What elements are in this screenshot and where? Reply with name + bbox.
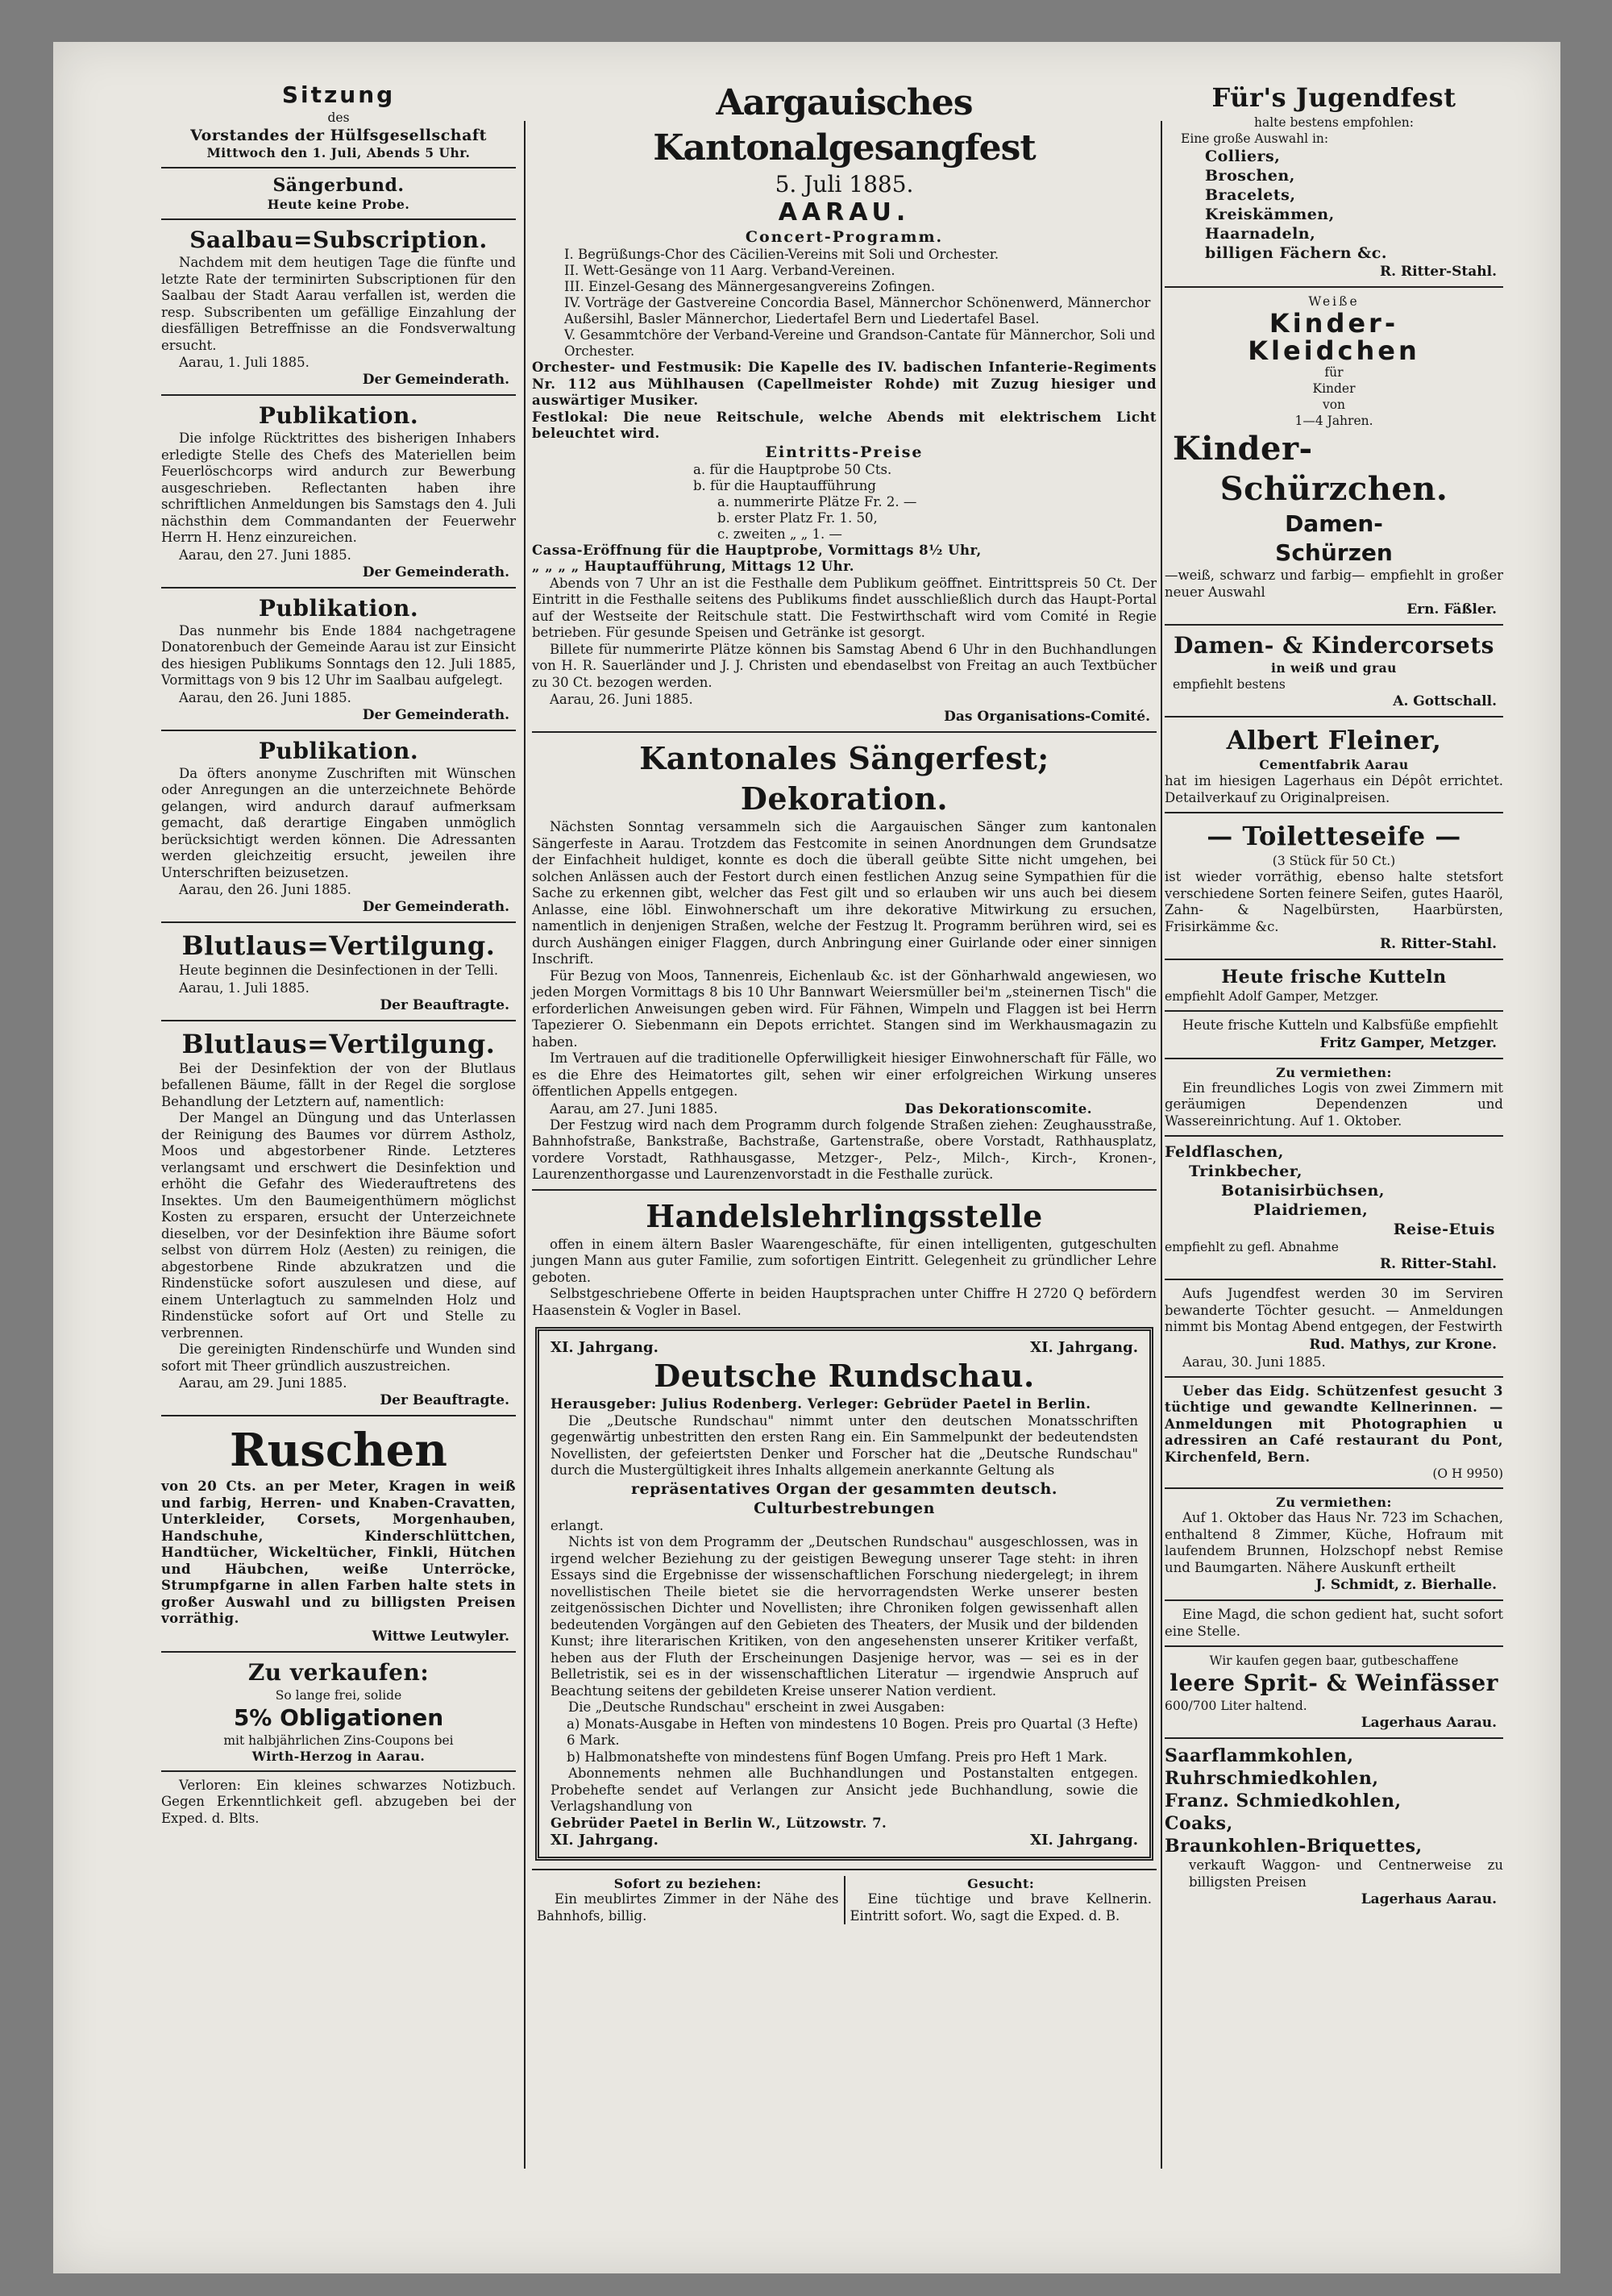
jugend-item: Bracelets,: [1205, 186, 1296, 204]
verkaufen-obligationen: 5% Obligationen: [233, 1703, 444, 1731]
right-column: [1165, 81, 1503, 1913]
deko-date: Aarau, am 27. Juni 1885.: [550, 1100, 718, 1117]
jugend-line: halte bestens empfohlen:: [1253, 115, 1414, 130]
verkaufen-line2: mit halbjährlichen Zins-Coupons bei: [223, 1732, 454, 1748]
fest-lokal: Festlokal: Die neue Reitschule, welche Abends mit elektrischem Licht beleuchtet wird.: [532, 409, 1157, 441]
schuetzen-code: (O H 9950): [1432, 1466, 1503, 1481]
ad-publikation-1: [161, 401, 516, 581]
pub1-date: Aarau, den 27. Juni 1885.: [179, 547, 351, 563]
rundschau-jahrgang-top: [550, 1339, 1138, 1356]
ad-jugendfest: [1165, 81, 1503, 281]
feld-item: Trinkbecher,: [1189, 1163, 1303, 1180]
ad-bottom-pair: [532, 1876, 1157, 1924]
fleiner-body: hat im hiesigen Lagerhaus ein Dépôt errichtet. Detailverkauf zu Originalpreisen.: [1165, 773, 1503, 805]
sitzung-line1: des: [327, 110, 350, 125]
ad-jugendfest-toechter: [1165, 1286, 1503, 1371]
jugend-item: Haarnadeln,: [1205, 225, 1316, 243]
divider: [1165, 286, 1503, 288]
blut1-title: Blutlaus=Vertilgung.: [181, 930, 496, 961]
fest-kassa2: „ „ „ „ Hauptaufführung, Mittags 12 Uhr.: [532, 559, 855, 574]
ad-blutlaus-1: [161, 929, 516, 1014]
divider: [532, 1869, 1157, 1870]
program-item: IV. Vorträge der Gastvereine Concordia Basel, Männerchor Schönenwerd, Männerchor Außersihl, Basler Männerchor, Liedertafel Bern und Liedertafel Basel.: [564, 295, 1151, 327]
kinder-small: Weiße: [1308, 294, 1360, 309]
fest-preise-title: Eintritts-Preise: [765, 443, 924, 461]
rundschau-b: b) Halbmonatshefte von mindestens fünf Bogen Umfang. Preis pro Heft 1 Mark.: [567, 1749, 1108, 1765]
divider: [161, 1770, 516, 1772]
fest-preise-list: [532, 462, 1157, 543]
jugend-item: Colliers,: [1205, 148, 1281, 165]
divider: [161, 921, 516, 923]
column-rule-left: [524, 121, 526, 2169]
saalbau-title: Saalbau=Subscription.: [189, 227, 488, 253]
sitzung-title: Sitzung: [281, 81, 396, 108]
divider: [161, 730, 516, 731]
blut2-p1: Bei der Desinfektion der von der Blutlaus befallenen Bäume, fällt in der Regel die sorglose Behandlung der Letztern auf, namentlich:: [161, 1060, 516, 1109]
fest-date2: Aarau, 26. Juni 1885.: [550, 692, 693, 707]
divider: [161, 1415, 516, 1416]
vermieten2-title: Zu vermiethen:: [1276, 1495, 1392, 1510]
jugend-item: Broschen,: [1205, 167, 1295, 185]
deko-p1: Nächsten Sonntag versammeln sich die Aargauischen Sänger zum kantonalen Sängerfeste in Aarau. Trotzdem das Festcomite in seinen Anordnungen dem Grundsatze der Einfachheit huldiget, konnte es doch die überall geübte Sitte nicht umgehen, bei solchen Anlässen auch der Festort durch einen festlichen Anzug seine Sympathien für die Sache zu erkennen gibt, welcher das Fest gilt und so erlauben wir uns auch bei diesem Anlasse, eine löbl. Einwohnerschaft um ihre dekorative Mitwirkung zu ersuchen, namentlich in denjenigen Straßen, welche der Festzug lt. Programm berühren wird, sei es durch Aushängen einiger Flaggen, durch Anbringung einer Guirlande oder einer sinnigen Inschrift.: [532, 819, 1157, 967]
jahrgang-label: XI. Jahrgang.: [550, 1339, 659, 1356]
jugendfest2-body: Aufs Jugendfest werden 30 im Serviren bewanderte Töchter gesucht. — Anmeldungen nimmt bis Montag Abend entgegen, der Festwirth: [1165, 1286, 1503, 1334]
fest-place: AARAU.: [778, 198, 911, 227]
corsets-title: Damen- & Kindercorsets: [1174, 632, 1494, 659]
kohlen-item: Franz. Schmiedkohlen,: [1165, 1791, 1402, 1811]
saalbau-signature: Der Gemeinderath.: [362, 372, 509, 388]
program-item: II. Wett-Gesänge von 11 Aarg. Verband-Vereinen.: [564, 263, 895, 278]
ad-toiletteseife: [1165, 819, 1503, 953]
kutteln-signature: Fritz Gamper, Metzger.: [1319, 1034, 1497, 1051]
vermieten1-title: Zu vermiethen:: [1276, 1064, 1392, 1080]
rundschau-p1: Die „Deutsche Rundschau" nimmt unter den deutschen Monatsschriften gegenwärtig unbestritten den ersten Rang ein. Ein Sammelpunkt der bedeutendsten Novellisten, der gefeiertsten Denker und Forscher hat die „Deutsche Rundschau" durch die Mustergültigkeit ihres Inhalts allgemein anerkannte Geltung als: [550, 1412, 1138, 1478]
divider: [1165, 1010, 1503, 1012]
pub3-signature: Der Gemeinderath.: [362, 899, 509, 915]
ad-blutlaus-2: [161, 1027, 516, 1410]
divider: [161, 394, 516, 396]
handel-title: Handelslehrlingsstelle: [646, 1197, 1043, 1234]
fest-title: Aargauisches Kantonalgesangfest: [653, 82, 1036, 168]
rundschau-p4: Abonnements nehmen alle Buchhandlungen und Postanstalten entgegen. Probehefte sendet auf Verlangen zur Ansicht jede Buchhandlung, sowie die Verlagshandlung von: [550, 1766, 1138, 1814]
program-item: V. Gesammtchöre der Verband-Vereine und Grandson-Cantate für Männerchor, Soli und Orchester.: [564, 327, 1156, 359]
fest-program-title: Concert-Programm.: [745, 228, 944, 246]
faesser-line2: 600/700 Liter haltend.: [1165, 1699, 1307, 1713]
fest-body: Abends von 7 Uhr an ist die Festhalle dem Publikum geöffnet. Eintrittspreis 50 Ct. Der Eintritt in die Festhalle seitens des Publikums findet ausschließlich durch das Haupt-Portal auf der Westseite der Reitschule statt. Die Festwirthschaft wird vom Comité in Regie betrieben. Für gesunde Speisen und Getränke ist gesorgt.: [532, 575, 1157, 640]
pub3-body: Da öfters anonyme Zuschriften mit Wünschen oder Anregungen an die unterzeichnete Behörde gelangen, wird andurch darauf aufmerksam gemacht, daß derartige Eingaben unmöglich berücksichtigt werden können. Die Adressanten werden gleichzeitig ersucht, jeweilen ihre Unterschriften beizusetzen.: [161, 765, 516, 880]
jugend-item: Kreiskämmen,: [1205, 206, 1335, 223]
divider: [161, 218, 516, 220]
ruschen-body: von 20 Cts. an per Meter, Kragen in weiß und farbig, Herren- und Knaben-Cravatten, Unterkleider, Corsets, Morgenhauben, Handschuhe, Kinderschlüttchen, Handtücher, Wickeltücher, Finkli, Hütchen und Häubchen, weiße Unterröcke, Strumpfgarne in allen Farben halte stets in großer Auswahl und zu billigsten Preisen vorräthig.: [161, 1479, 516, 1626]
jahrgang-label: XI. Jahrgang.: [550, 1832, 659, 1849]
corsets-line2: empfiehlt bestens: [1173, 677, 1286, 692]
fleiner-title: Albert Fleiner,: [1226, 725, 1442, 755]
jugend-signature: R. Ritter-Stahl.: [1380, 264, 1497, 280]
jugend-line2: Eine große Auswahl in:: [1181, 131, 1329, 146]
kinder-l4: 1—4 Jahren.: [1294, 414, 1373, 428]
rundschau-jahrgang-bottom: [550, 1832, 1138, 1849]
ruschen-title: Ruschen: [230, 1424, 447, 1477]
fleiner-sub: Cementfabrik Aarau: [1259, 757, 1409, 772]
middle-column: [532, 81, 1157, 1924]
ad-faesser: [1165, 1653, 1503, 1732]
ad-kinderkleidchen: [1165, 293, 1503, 618]
jugend-item: billigen Fächern &c.: [1205, 244, 1387, 262]
preis-item: b. erster Platz Fr. 1. 50,: [717, 510, 878, 526]
vermieten1-body: Ein freundliches Logis von zwei Zimmern mit geräumigen Dependenzen und Wassereinrichtung. Auf 1. Oktober.: [1165, 1079, 1503, 1129]
preis-item: a. nummerirte Plätze Fr. 2. —: [717, 493, 917, 510]
ad-publikation-3: [161, 737, 516, 917]
deko-p3: Im Vertrauen auf die traditionelle Opferwilligkeit hiesiger Einwohnerschaft für Fälle, wo es die Ehre des Heimatortes gilt, sehen wir einer erfolgreichen Wirkung unseres öffentlichen Appells entgegen.: [532, 1050, 1157, 1099]
saalbau-date: Aarau, 1. Juli 1885.: [179, 355, 310, 370]
verkaufen-line3: Wirth-Herzog in Aarau.: [251, 1748, 426, 1764]
divider: [1165, 959, 1503, 960]
divider: [1165, 1058, 1503, 1059]
vermieten2-signature: J. Schmidt, z. Bierhalle.: [1315, 1577, 1497, 1593]
feld-item: Reise-Etuis: [1393, 1221, 1495, 1238]
deko-p2: Für Bezug von Moos, Tannenreis, Eichenlaub &c. ist der Gönharhwald angewiesen, wo jeden Morgen Vormittags 8 bis 10 Uhr Bannwart Weiersmüller bei'm „steinernen Tisch" die erforderlichen Anweisungen geben wird. Für Fähnen, Wimpeln und Flaggen ist bei Herrn Tapezierer O. Siebenmann ein Depots errichtet. Stangen sind im Werkhausmagazin zu haben.: [532, 967, 1157, 1050]
rundschau-a: a) Monats-Ausgabe in Heften von mindestens 10 Bogen. Preis pro Quartal (3 Hefte) 6 Mark.: [567, 1716, 1138, 1748]
rundschau-p3: Die „Deutsche Rundschau" erscheint in zwei Ausgaben:: [568, 1699, 945, 1715]
pub1-title: Publikation.: [258, 402, 419, 429]
divider: [1165, 1487, 1503, 1489]
corsets-line: in weiß und grau: [1271, 660, 1397, 676]
vermieten2-body: Auf 1. Oktober das Haus Nr. 723 im Schachen, enthaltend 8 Zimmer, Küche, Hofraum mit laufendem Brunnen, Holzschopf nebst Remise und Baumgarten. Nähere Auskunft ertheilt: [1165, 1510, 1503, 1575]
kinder-schuerzchen-2: Schürzchen.: [1219, 470, 1448, 508]
ad-dekoration: [532, 738, 1157, 1183]
ad-vermiethen-1: [1165, 1065, 1503, 1130]
schuetzen-body: Ueber das Eidg. Schützenfest gesucht 3 tüchtige und gewandte Kellnerinnen. — Anmeldungen mit Photographien u adressiren an Café restaurant du Pont, Kirchenfeld, Bern.: [1165, 1383, 1503, 1465]
kohlen-body: verkauft Waggon- und Centnerweise zu billigsten Preisen: [1189, 1857, 1503, 1890]
ad-fleiner: [1165, 723, 1503, 806]
magd-body: Eine Magd, die schon gedient hat, sucht sofort eine Stelle.: [1165, 1607, 1503, 1639]
ad-verloren: [161, 1778, 516, 1828]
faesser-title: leere Sprit- & Weinfässer: [1170, 1670, 1498, 1696]
saalbau-body: Nachdem mit dem heutigen Tage die fünfte und letzte Rate der terminirten Subscriptionen für den Saalbau der Stadt Aarau verfallen ist, werden die resp. Subscribenten um gefällige Einzahlung der diesfälligen Betreffnisse an die Fondsverwaltung ersucht.: [161, 255, 516, 353]
left-column: [161, 81, 516, 1832]
program-item: III. Einzel-Gesang des Männergesangvereins Zofingen.: [564, 279, 936, 294]
kinder-title2: Kleidchen: [1248, 335, 1420, 366]
gesucht-body: Eine tüchtige und brave Kellnerin. Eintritt sofort. Wo, sagt die Exped. d. B.: [850, 1891, 1152, 1924]
sitzung-line2: Vorstandes der Hülfsgesellschaft: [190, 127, 487, 144]
ad-kutteln: [1165, 966, 1503, 1052]
kutteln-line: empfiehlt Adolf Gamper, Metzger.: [1165, 989, 1379, 1004]
handel-p2: Selbstgeschriebene Offerte in beiden Hauptsprachen unter Chiffre H 2720 Q befördern Haasenstein & Vogler in Basel.: [532, 1286, 1157, 1318]
pub2-title: Publikation.: [258, 594, 419, 622]
jahrgang-label: XI. Jahrgang.: [1030, 1832, 1138, 1849]
column-rule-right: [1161, 121, 1162, 2169]
damen-schuerzen-1: Damen-: [1285, 510, 1383, 537]
fest-signature: Das Organisations-Comité.: [944, 709, 1150, 725]
jugend-title: Für's Jugendfest: [1211, 82, 1456, 113]
divider: [161, 1020, 516, 1021]
divider: [161, 1651, 516, 1653]
pub1-body: Die infolge Rücktrittes des bisherigen Inhabers erledigte Stelle des Chefs des Materiellen beim Feuerlöschcorps wird andurch zur Bewerbung ausgeschrieben. Reflectanten haben ihre schriftlichen Anmeldungen bis Samstags den 4. Juli nächsthin dem Commandanten der Feuerwehr Herrn H. Henz einzureichen.: [161, 430, 516, 545]
blut1-date: Aarau, 1. Juli 1885.: [179, 980, 310, 996]
feld-signature: R. Ritter-Stahl.: [1380, 1256, 1497, 1272]
kohlen-signature: Lagerhaus Aarau.: [1361, 1891, 1497, 1907]
divider: [1165, 812, 1503, 813]
faesser-line: Wir kaufen gegen baar, gutbeschaffene: [1209, 1653, 1459, 1668]
kinder-title1: Kinder-: [1269, 308, 1399, 339]
ad-magd: [1165, 1607, 1503, 1640]
corsets-signature: A. Gottschall.: [1393, 693, 1497, 709]
gesucht-title: Gesucht:: [967, 1876, 1035, 1891]
toilette-body: ist wieder vorräthig, ebenso halte stetsfort verschiedene Sorten feinere Seifen, gutes Haaröl, Zahn- & Nagelbürsten, Haarbürsten, Frisirkämme &c.: [1165, 869, 1503, 934]
ad-schuetzenfest: [1165, 1383, 1503, 1483]
verkaufen-line1: So lange frei, solide: [275, 1687, 402, 1703]
verkaufen-title: Zu verkaufen:: [247, 1658, 430, 1686]
rundschau-editor: Herausgeber: Julius Rodenberg. Verleger: Gebrüder Paetel in Berlin.: [550, 1396, 1091, 1412]
ruschen-signature: Wittwe Leutwyler.: [372, 1628, 509, 1645]
sofort-title: Sofort zu beziehen:: [613, 1876, 762, 1891]
jahrgang-label: XI. Jahrgang.: [1030, 1339, 1138, 1356]
handel-p1: offen in einem ältern Basler Waarengeschäfte, für einen intelligenten, gutgeschulten jungen Mann aus guter Familie, zum sofortigen Eintritt. Gelegenheit zu gründlicher Lehre geboten.: [532, 1236, 1157, 1285]
jugend-items: [1165, 147, 1503, 263]
blut2-p3: Die gereinigten Rindenschürfe und Wunden sind sofort mit Theer gründlich auszustreichen.: [161, 1341, 516, 1374]
kinder-body: —weiß, schwarz und farbig— empfiehlt in großer neuer Auswahl: [1165, 568, 1503, 600]
divider: [1165, 1599, 1503, 1601]
divider: [1165, 716, 1503, 718]
divider: [1165, 1737, 1503, 1739]
ad-deutsche-rundschau: [535, 1327, 1153, 1861]
ad-kohlen: [1165, 1745, 1503, 1908]
divider: [532, 731, 1157, 733]
divider: [1165, 1376, 1503, 1378]
fest-date: 5. Juli 1885.: [775, 171, 914, 198]
blut2-signature: Der Beauftragte.: [380, 1392, 509, 1408]
blut1-body: Heute beginnen die Desinfectionen in der Telli.: [179, 963, 499, 978]
saengerbund-title: Sängerbund.: [272, 175, 405, 196]
ad-saengerbund: [161, 174, 516, 213]
divider: [532, 1189, 1157, 1191]
blut2-date: Aarau, am 29. Juni 1885.: [179, 1375, 347, 1391]
deko-p4: Der Festzug wird nach dem Programm durch folgende Straßen ziehen: Zeughausstraße, Bahnhofstraße, Bankstraße, Bachstraße, Gartenstraße, obere Vorstadt, Rathhausplatz, vordere Vorstadt, Rathhausgasse, Metzger-, Pelz-, Milch-, Kirch-, Kronen-, Laurenzenthorgasse und Laurenzenvorstadt in die Festhalle zurück.: [532, 1117, 1157, 1182]
preis-item: c. zweiten „ „ 1. —: [717, 526, 842, 542]
feld-item: Feldflaschen,: [1165, 1143, 1284, 1161]
ad-handelslehrling: [532, 1196, 1157, 1320]
blut1-signature: Der Beauftragte.: [380, 996, 509, 1013]
jugendfest2-date: Aarau, 30. Juni 1885.: [1182, 1354, 1326, 1370]
pub3-date: Aarau, den 26. Juni 1885.: [179, 882, 351, 897]
kohlen-item: Ruhrschmiedkohlen,: [1165, 1768, 1379, 1789]
preis-item: b. für die Hauptaufführung: [693, 477, 876, 493]
deko-date-line: [532, 1100, 1157, 1117]
ad-sitzung: [161, 81, 516, 161]
rundschau-address: Gebrüder Paetel in Berlin W., Lützowstr. 7.: [550, 1815, 887, 1831]
pub3-title: Publikation.: [258, 737, 419, 764]
jugendfest2-signature: Rud. Mathys, zur Krone.: [1309, 1336, 1497, 1353]
ad-gesangfest: [532, 81, 1157, 726]
divider: [1165, 1135, 1503, 1137]
ad-verkaufen: [161, 1658, 516, 1765]
sitzung-line3: Mittwoch den 1. Juli, Abends 5 Uhr.: [206, 145, 471, 160]
rundschau-p1c: erlangt.: [550, 1517, 604, 1533]
pub1-signature: Der Gemeinderath.: [362, 564, 509, 580]
kutteln-line2: Heute frische Kutteln und Kalbsfüße empfiehlt: [1182, 1017, 1498, 1033]
ad-gesucht: [845, 1876, 1157, 1924]
deko-title: Kantonales Sängerfest; Dekoration.: [639, 740, 1049, 817]
kohlen-item: Braunkohlen-Briquettes,: [1165, 1836, 1423, 1857]
saengerbund-line: Heute keine Probe.: [267, 197, 410, 212]
divider: [1165, 1279, 1503, 1280]
ad-publikation-2: [161, 594, 516, 724]
ad-feldflaschen: [1165, 1142, 1503, 1273]
preis-item: a. für die Hauptprobe 50 Cts.: [693, 461, 892, 477]
fest-kassa1: Cassa-Eröffnung für die Hauptprobe, Vormittags 8½ Uhr,: [532, 542, 982, 558]
feld-line: empfiehlt zu gefl. Abnahme: [1165, 1240, 1339, 1254]
blut2-title: Blutlaus=Vertilgung.: [181, 1028, 496, 1059]
divider: [161, 587, 516, 589]
toilette-line: (3 Stück für 50 Ct.): [1272, 854, 1396, 868]
kinder-l1: für: [1324, 365, 1344, 380]
kinder-schuerzchen-1: Kinder-: [1173, 430, 1313, 468]
kinder-l2: Kinder: [1312, 381, 1356, 396]
pub2-body: Das nunmehr bis Ende 1884 nachgetragene Donatorenbuch der Gemeinde Aarau ist zur Einsicht des hiesigen Publikums Sonntags den 12. Juli 1885, Vormittags von 9 bis 12 Uhr im Saalbau aufgelegt.: [161, 622, 516, 688]
feld-item: Botanisirbüchsen,: [1221, 1182, 1385, 1200]
kinder-signature: Ern. Fäßler.: [1406, 601, 1497, 618]
blut2-p2: Der Mangel an Düngung und das Unterlassen der Reinigung des Baumes vor dürrem Astholz, Moos und abgestorbener Rinde. Letzteres verlangsamt und erschwert die Desinfektion und erhöht die Gefahr des Wiederauftretens des Insektes. Um den Baumeigenthümern möglichst Kosten zu ersparen, ersucht der Unterzeichnete dieselben, vor der Desinfektion ihre Bäume sofort selbst von dürrem Holz (Aesten) zu reinigen, die abgestorbene Rinde abzukratzen und die Rindenstücke sofort auszulesen und diese, auf einem Unterlagtuch zu sammelnden Holz und Rindenstücke sofort auf Ort und Stelle zu verbrennen.: [161, 1110, 516, 1341]
feld-item: Plaidriemen,: [1253, 1201, 1369, 1219]
ad-sofort: [532, 1876, 845, 1924]
pub2-signature: Der Gemeinderath.: [362, 706, 509, 723]
kutteln-title: Heute frische Kutteln: [1221, 967, 1447, 988]
fest-program-list: [532, 247, 1157, 360]
kohlen-item: Coaks,: [1165, 1813, 1233, 1834]
sofort-body: Ein meublirtes Zimmer in der Nähe des Bahnhofs, billig.: [537, 1891, 839, 1924]
fest-orchester: Orchester- und Festmusik: Die Kapelle des IV. badischen Infanterie-Regiments Nr. 112 aus Mühlhausen (Capellmeister Rohde) mit Zuzug hiesiger und auswärtiger Musiker.: [532, 360, 1157, 408]
divider: [1165, 624, 1503, 626]
ad-vermiethen-2: [1165, 1495, 1503, 1594]
faesser-signature: Lagerhaus Aarau.: [1361, 1715, 1497, 1731]
kinder-l3: von: [1322, 397, 1346, 412]
ad-saalbau: [161, 226, 516, 389]
fest-billete: Billete für nummerirte Plätze können bis Samstag Abend 6 Uhr in den Buchhandlungen von H. R. Sauerländer und J. J. Christen und ebendaselbst von Freitag an auch Textbücher zu 30 Ct. bezogen werden.: [532, 641, 1157, 690]
toilette-title: — Toiletteseife —: [1207, 821, 1461, 851]
rundschau-title: Deutsche Rundschau.: [654, 1358, 1035, 1394]
rundschau-p2: Nichts ist von dem Programm der „Deutschen Rundschau" ausgeschlossen, was in irgend welcher Beziehung zu der geistigen Bewegung unserer Tage steht: in ihren Essays sind die Ergebnisse der wissenschaftlichen Forschung niedergelegt; in ihrem novellistischen Theile bietet sie die hervorragendsten Werke unserer besten zeitgenössischen Dichter und Novellisten; ihre Chroniken folgen gewissenhaft allen bedeutenden Vorgängen auf den Gebieten des Theaters, der Musik und der bildenden Kunst; ihre literarischen Kritiken, von den angesehensten unserer Kritiker verfaßt, heben aus der Fluth der Erscheinungen Dasjenige hervor, was — sei es in der Belletristik, sei es in der wissenschaftlichen Literatur — irgendwie Anspruch auf Beachtung seitens der gebildeten Kreise unserer Nation verdient.: [550, 1534, 1138, 1699]
verloren-body: Verloren: Ein kleines schwarzes Notizbuch. Gegen Erkenntlichkeit gefl. abzugeben bei der Exped. d. Blts.: [161, 1777, 516, 1826]
kohlen-item: Saarflammkohlen,: [1165, 1745, 1354, 1766]
ad-corsets: [1165, 631, 1503, 710]
deko-signature: Das Dekorationscomite.: [904, 1100, 1092, 1117]
ad-ruschen: [161, 1422, 516, 1645]
divider: [161, 167, 516, 168]
damen-schuerzen-2: Schürzen: [1275, 539, 1393, 566]
toilette-signature: R. Ritter-Stahl.: [1380, 936, 1497, 952]
rundschau-p1b: repräsentatives Organ der gesammten deutsch. Culturbestrebungen: [631, 1479, 1057, 1517]
program-item: I. Begrüßungs-Chor des Cäcilien-Vereins mit Soli und Orchester.: [564, 247, 999, 262]
pub2-date: Aarau, den 26. Juni 1885.: [179, 689, 351, 705]
divider: [1165, 1645, 1503, 1647]
